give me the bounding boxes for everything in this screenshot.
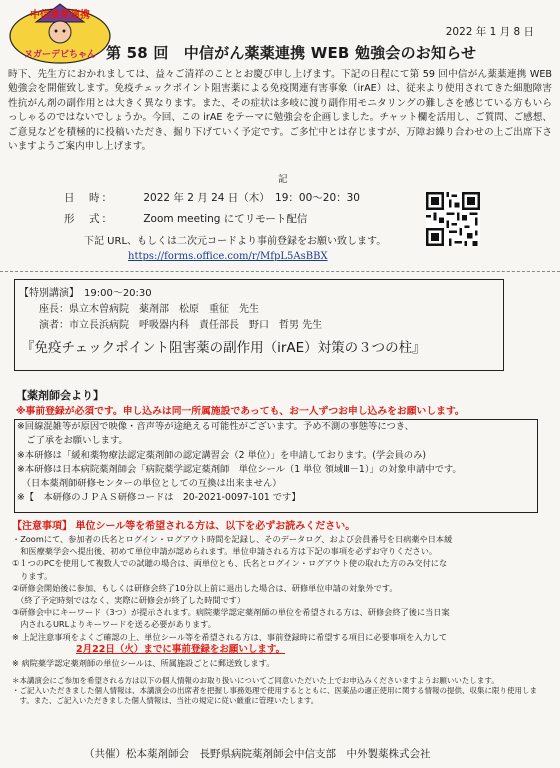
format-row	[64, 211, 307, 226]
note-line: ※ 上記注意事項をよくご確認の上、単位シール等を希望される方は、事前登録時に希望する項目に必要事項を入力して	[12, 631, 448, 642]
fine-print-line: ＊本講演会にご参加を希望される方は以下の個人情報のお取り扱いについてご同意いただいた上でお申込みくださいますようお願いいたします。	[12, 676, 499, 685]
sponsor-line: （共催）松本薬剤師会 長野県病院薬剤師会中信支部 中外製薬株式会社	[84, 748, 431, 760]
section-divider	[0, 271, 560, 272]
pharma-warning: ※事前登録が必須です。申し込みは同一所属施設であっても、お一人ずつお申し込みをお願いします。	[16, 406, 465, 417]
pharma-heading: 【薬剤師会より】	[16, 389, 104, 402]
lecture-heading: 【特別講演】 19:00～20:30	[19, 288, 152, 299]
note-line: 和医療薬学会へ提出後、初めて単位申請が認められます。単位申請される方は下記の事項を必ずお守りください。	[12, 546, 438, 557]
fine-print-line: ・ご記入いただきました個人情報は、本講演会の出席者を把握し事務処理で使用するとともに、医薬品の適正使用に関する情報の提供、収集に限り使用しま	[12, 686, 537, 696]
intro-paragraph: 時下、先生方におかれましては、益々ご清祥のこととお慶び申し上げます。下記の日程にて第 59 回中信がん薬薬連携 WEB 勉強会を開催致します。免疫チェックポイント阻害薬による免疫関連有害事象（irAE）は、従来より使用されてきた細胞障害性抗がん剤の副作用とは大きく異なります。また、その症状は多岐に渡り副作用モニタリングの難しさを感じている方もいらっしゃるのではないでしょうか。今回、この irAE をテーマに勉強会を企画しました。チャット欄を活用し、ご質問、ご感想、ご意見などを積極的に投稿いただき、掘り下げていく予定です。ご多忙中とは存じますが、万障お繰り合わせの上ご出席下さいますようご案内申し上げます。	[8, 69, 552, 153]
logo-text-top: 中信薬薬連携	[30, 10, 90, 21]
notes-list	[12, 533, 552, 669]
ki-marker: 記	[278, 174, 288, 185]
notes-heading-label: 【注意事項】	[12, 521, 72, 532]
notes-heading	[12, 517, 355, 532]
pharma-note-line: ※本研修は「緩和薬物療法認定薬剤師の認定講習会（2 単位）」を申請しております。(学会員のみ)	[17, 449, 426, 461]
lecture-topic: 『免疫チェックポイント阻害薬の副作用（irAE）対策の３つの柱』	[21, 340, 426, 356]
registration-link[interactable]: https://forms.office.com/r/MfpL5AsBBX	[128, 251, 328, 262]
pharma-note-line: ※本研修は日本病院薬剤師会「病院薬学認定薬剤師 単位シール（1 単位 領域Ⅲ－1）」の対象申請中です。	[17, 463, 462, 475]
lecture-box	[14, 279, 504, 371]
datetime-row	[64, 190, 360, 205]
pharma-note-line: ご了承をお願いします。	[17, 435, 128, 447]
note-line: （終了予定時刻ではなく、実際に研修会が終了した時間です）	[12, 595, 246, 606]
notes-heading-text: 単位シール等を希望される方は、以下を必ずお読みください。	[75, 521, 356, 532]
qr-code-icon[interactable]	[426, 192, 480, 246]
note-line: ①１つのPCを使用して複数人での試聴の場合は、両単位とも、氏名とログイン・ログアウト使の取れた方のみ交付にな	[12, 558, 448, 569]
note-line: 内されるURLよりキーワードを送る必要があります。	[12, 619, 216, 630]
fine-print-line: す。また、ご記入いただきました個人情報は、当社の規定に従い厳重に管理いたします。	[12, 696, 319, 706]
pharma-notes-box	[14, 419, 538, 513]
datetime-value: 2022 年 2 月 24 日（木） 19：00～20：30	[143, 192, 360, 204]
format-label: 形 式：	[64, 213, 114, 225]
register-note: 下記 URL、もしくは二次元コードより事前登録をお願い致します。	[84, 236, 387, 247]
lecture-speaker: 演者：市立長浜病院 呼吸器内科 責任部長 野口 哲男 先生	[39, 320, 323, 331]
note-line: ※ 病院薬学認定薬剤師の単位シールは、所属施設ごとに郵送致します。	[12, 657, 275, 668]
lecture-chair: 座長：県立木曽病院 薬剤部 松原 重征 先生	[39, 304, 259, 315]
note-line: ②研修会開始後に参加、もしくは研修会終了10分以上前に退出した場合は、研修単位申請の対象外です。	[12, 582, 398, 593]
note-line: ・Zoomにて、参加者の氏名とログイン・ログアウト時間を記録し、そのデータログ、および会員番号を日病薬や日本緩	[12, 534, 453, 544]
pharma-note-line: （日本薬剤師研修センターの単位としての互換は出来ません）	[17, 478, 282, 490]
registration-deadline: 2月22日（火）までに事前登録をお願いします。	[76, 643, 286, 655]
note-line: ります。	[12, 570, 53, 581]
issue-date: 2022 年 1 月 8 日	[445, 26, 534, 38]
pharma-note-line: ※【 本研修のＪＰＡＳ研修コードは 20-2021-0097-101 です】	[17, 492, 301, 504]
privacy-fine-print	[12, 676, 552, 707]
pharma-note-line: ※回線混雑等が原因で映像・音声等が途絶える可能性がございます。予め不測の事態等につき、	[17, 421, 414, 432]
logo-text-bottom: ヌガーデビちゃん	[23, 50, 97, 60]
format-value: Zoom meeting にてリモート配信	[143, 213, 308, 225]
datetime-label: 日 時：	[64, 192, 114, 204]
note-line: ③研修会中にキーワード（3つ）が提示されます。病院薬学認定薬剤師の単位を希望される方は、研修会終了後に当日案	[12, 607, 450, 618]
mascot-logo	[6, 2, 114, 66]
page-title: 第 58 回 中信がん薬薬連携 WEB 勉強会のお知らせ	[106, 44, 477, 62]
